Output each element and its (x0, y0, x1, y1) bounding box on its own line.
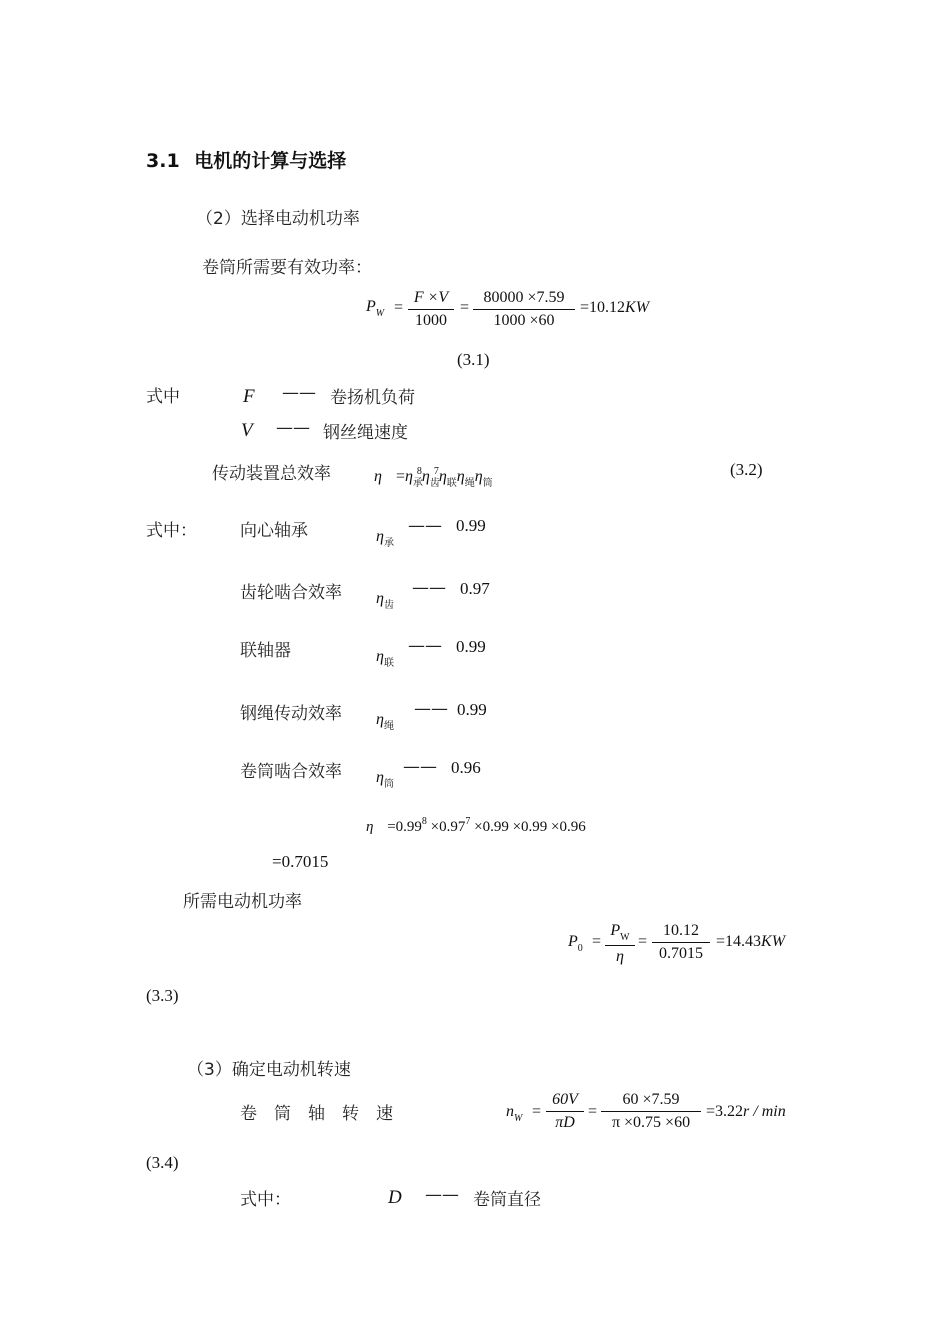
eff-value-coupling: 0.99 (456, 637, 486, 656)
eq3-result: =14.43KW (716, 933, 786, 950)
eff-value-rope: 0.99 (457, 700, 487, 719)
eq3-equals-2: = (638, 933, 648, 950)
symbol-f: F (243, 386, 255, 407)
eq3-fraction-1: $\frac{P_W}{\eta}$ (605, 922, 635, 966)
step3-title: （3）确定电动机转速 (187, 1060, 351, 1080)
eff-value-drum: 0.96 (451, 758, 481, 777)
step2-title: （2）选择电动机功率 (196, 209, 360, 229)
desc-f: 卷扬机负荷 (330, 388, 415, 408)
eff-name-coupling: 联轴器 (240, 641, 291, 661)
eq1-equals-2: = (460, 299, 470, 316)
where3-label: 式中： (240, 1190, 291, 1210)
eff-dash-rope: —— (414, 699, 448, 719)
eq4-equals-1: = (532, 1103, 542, 1120)
eff-symbol-bearing: $\eta_承$ (376, 528, 394, 549)
eff-dash-gear: —— (412, 578, 446, 598)
eff-symbol-drum: $\eta_筒$ (376, 769, 394, 790)
eff-name-drum: 卷筒啮合效率 (240, 762, 342, 782)
eq3-fraction-2: $\frac{10.12}{0.7015}$ (652, 922, 710, 963)
efficiency-product: $\eta =0.99^8 \times 0.97^7 \times 0.99 \times 0.99 \times 0.96$ (366, 816, 586, 835)
section-title: 电机的计算与选择 (194, 150, 347, 172)
eff-dash-bearing: —— (408, 516, 442, 536)
desc-d: 卷筒直径 (473, 1190, 541, 1210)
eq4-fraction-1: $\frac{60V}{\pi D}$ (546, 1091, 584, 1132)
eff-symbol-rope: $\eta_绳$ (376, 711, 394, 732)
efficiency-label: 传动装置总效率 (212, 464, 331, 484)
where2-label: 式中： (146, 521, 197, 541)
symbol-d: D (388, 1187, 402, 1208)
eff-symbol-gear: $\eta_齿$ (376, 590, 394, 611)
eff-value-gear: 0.97 (460, 579, 490, 598)
eq1-equals-1: = (394, 299, 404, 316)
efficiency-result: =0.7015 (272, 852, 329, 871)
eff-name-gear: 齿轮啮合效率 (240, 583, 342, 603)
dash-d: —— (425, 1185, 459, 1205)
power-intro: 卷筒所需要有效功率： (202, 258, 372, 278)
motor-power-label: 所需电动机功率 (183, 892, 302, 912)
eq4-lhs: $n_W$ (506, 1103, 523, 1124)
eq4-label: (3.4) (146, 1153, 179, 1172)
eff-value-bearing: 0.99 (456, 516, 486, 535)
eq3-label: (3.3) (146, 986, 179, 1005)
eff-dash-coupling: —— (408, 636, 442, 656)
where-label: 式中 (146, 387, 180, 407)
eq1-label: (3.1) (457, 350, 490, 369)
eq4-result: =3.22r / min (706, 1103, 786, 1120)
eq4-equals-2: = (588, 1103, 598, 1120)
desc-v: 钢丝绳速度 (323, 423, 408, 443)
eq3-lhs: $P_0$ (568, 933, 583, 954)
eq4-fraction-2: $\frac{60 \times 7.59}{\pi \times 0.75 \times 60}$ (601, 1091, 701, 1132)
eq3-equals-1: = (592, 933, 602, 950)
section-number: 3.1 (146, 150, 180, 172)
section-heading (146, 146, 346, 173)
dash-v: —— (276, 418, 310, 438)
eq1-lhs: $P_W$ (366, 298, 385, 319)
dash-f: —— (282, 383, 316, 403)
eq2-label: (3.2) (730, 460, 763, 479)
eq1-fraction-2: $\frac{80000 \times 7.59}{1000 \times 60}$ (473, 289, 575, 330)
eff-dash-drum: —— (403, 757, 437, 777)
symbol-v: V (241, 420, 253, 441)
eq2-formula: $\eta =\eta_承^8\eta_齿^7\eta_联\eta_绳\eta_筒$ (374, 466, 493, 489)
drum-speed-label: 卷 筒 轴 转 速 (240, 1104, 393, 1124)
eq1-result: =10.12KW (580, 299, 650, 316)
eff-symbol-coupling: $\eta_联$ (376, 648, 394, 669)
eff-name-bearing: 向心轴承 (240, 521, 308, 541)
eff-name-rope: 钢绳传动效率 (240, 704, 342, 724)
eq1-fraction-1: $\frac{F \times V}{1000}$ (408, 289, 454, 330)
